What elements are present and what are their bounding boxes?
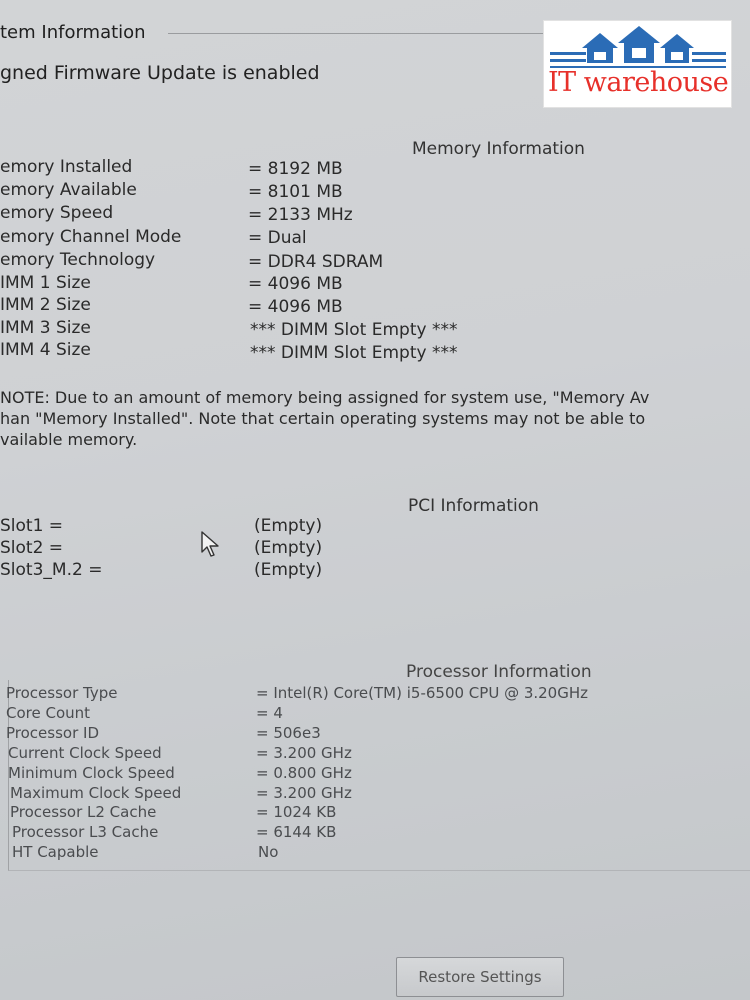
memory-row-value: *** DIMM Slot Empty *** [250, 320, 458, 340]
processor-row-label: Processor ID [6, 724, 99, 742]
restore-settings-button[interactable]: Restore Settings [396, 957, 564, 997]
processor-row-value: = 3.200 GHz [256, 744, 352, 762]
memory-row-label: IMM 4 Size [0, 340, 91, 360]
pci-slot-label: Slot1 = [0, 516, 64, 536]
it-warehouse-logo [543, 20, 732, 108]
memory-row-value: *** DIMM Slot Empty *** [250, 343, 458, 363]
memory-row-value: = 8192 MB [248, 159, 343, 179]
processor-row-value: = 1024 KB [256, 803, 337, 821]
processor-row-label: Core Count [6, 704, 91, 722]
memory-row-label: emory Installed [0, 157, 133, 177]
processor-row-label: Processor Type [6, 684, 118, 702]
processor-row-label: HT Capable [12, 843, 99, 861]
processor-row-label: Minimum Clock Speed [8, 764, 175, 782]
processor-row-value: = 0.800 GHz [256, 764, 352, 782]
pci-info-header: PCI Information [408, 496, 539, 516]
memory-info-header: Memory Information [412, 139, 585, 159]
processor-row-value: = 6144 KB [256, 823, 337, 841]
memory-row-label: IMM 3 Size [0, 318, 91, 338]
processor-row-label: Processor L2 Cache [10, 803, 157, 821]
firmware-status: gned Firmware Update is enabled [0, 62, 320, 84]
section-title: tem Information [0, 22, 146, 43]
memory-note-line: NOTE: Due to an amount of memory being assigned for system use, "Memory Av [0, 388, 650, 407]
memory-row-label: emory Available [0, 180, 137, 200]
memory-row-label: emory Channel Mode [0, 227, 182, 247]
memory-row-value: = 2133 MHz [248, 205, 353, 225]
memory-row-value: = DDR4 SDRAM [248, 252, 384, 272]
processor-row-value: = 4 [256, 704, 283, 722]
memory-note-line: han "Memory Installed". Note that certain operating systems may not be able to [0, 409, 646, 428]
processor-info-header: Processor Information [406, 662, 592, 682]
processor-row-value: No [258, 843, 279, 861]
processor-row-label: Processor L3 Cache [12, 823, 159, 841]
processor-row-label: Maximum Clock Speed [10, 784, 182, 802]
memory-row-value: = 8101 MB [248, 182, 343, 202]
processor-row-value: = 3.200 GHz [256, 784, 352, 802]
pci-slot-label: Slot3_M.2 = [0, 560, 103, 580]
pci-slot-value: (Empty) [254, 560, 323, 580]
pci-slot-value: (Empty) [254, 516, 323, 536]
pci-slot-value: (Empty) [254, 538, 323, 558]
processor-row-label: Current Clock Speed [8, 744, 162, 762]
memory-row-label: emory Technology [0, 250, 156, 270]
mouse-pointer-icon [200, 530, 224, 558]
memory-row-label: IMM 2 Size [0, 295, 91, 315]
house-icon [544, 21, 731, 71]
pci-slot-label: Slot2 = [0, 538, 64, 558]
memory-row-value: = Dual [248, 228, 307, 248]
memory-note-line: vailable memory. [0, 430, 138, 449]
memory-row-label: emory Speed [0, 203, 114, 223]
processor-row-value: = 506e3 [256, 724, 321, 742]
processor-row-value: = Intel(R) Core(TM) i5-6500 CPU @ 3.20GHz [256, 684, 589, 702]
title-divider [168, 33, 548, 34]
memory-row-label: IMM 1 Size [0, 273, 91, 293]
memory-row-value: = 4096 MB [248, 297, 343, 317]
memory-row-value: = 4096 MB [248, 274, 343, 294]
logo-text: IT warehouse [548, 67, 729, 98]
